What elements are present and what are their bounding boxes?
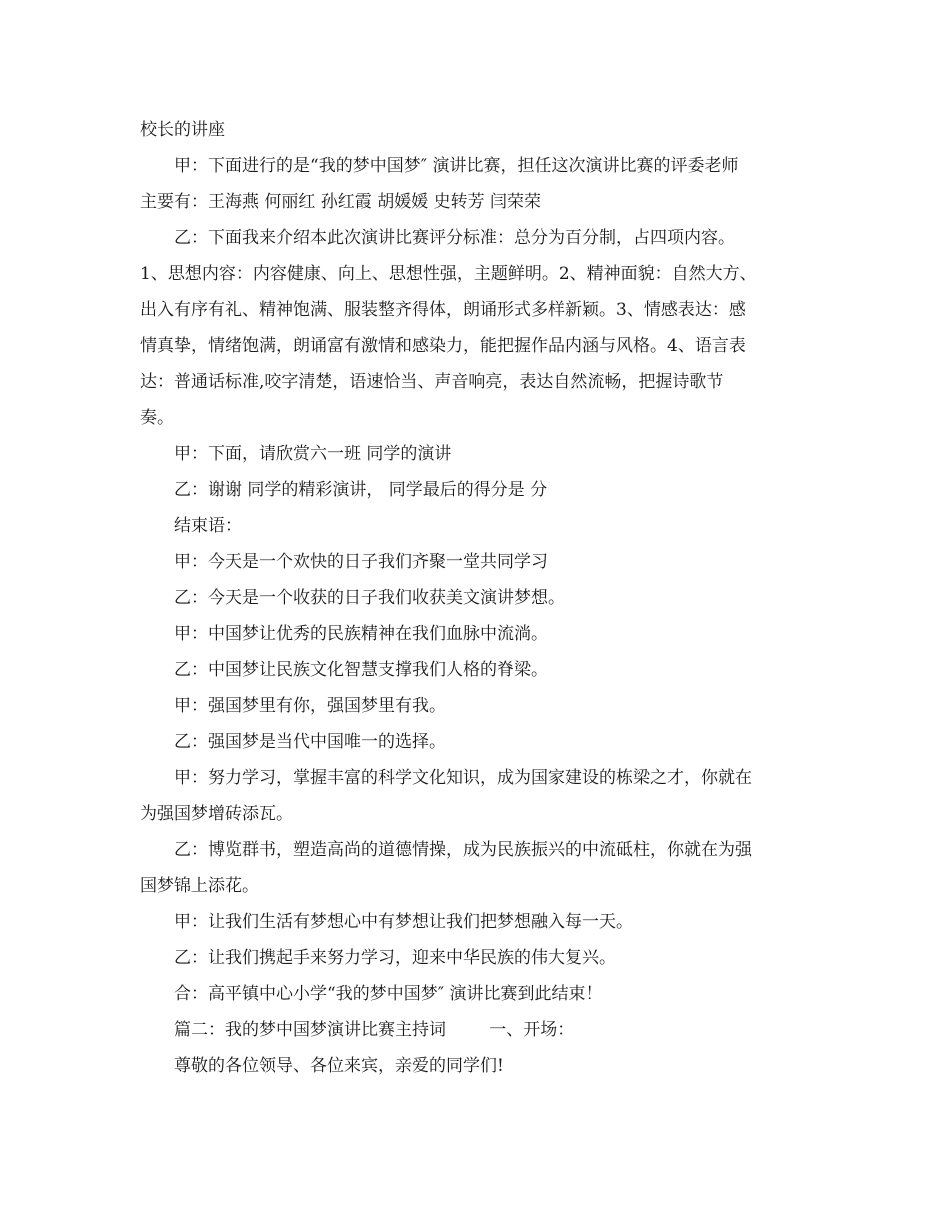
paragraph — [140, 940, 812, 976]
paragraph — [140, 472, 812, 508]
text-line: 甲：中国梦让优秀的民族精神在我们血脉中流淌。 — [174, 624, 548, 644]
paragraph — [140, 580, 812, 616]
paragraph — [140, 436, 812, 472]
text-line: 乙：谢谢 同学的精彩演讲， 同学最后的得分是 分 — [174, 480, 548, 500]
paragraph — [140, 544, 812, 580]
text-line: 1、思想内容：内容健康、向上、思想性强，主题鲜明。2、精神面貌：自然大方、 — [140, 264, 757, 284]
text-line: 合：高平镇中心小学“我的梦中国梦″ 演讲比赛到此结束！ — [174, 984, 603, 1004]
text-line: 甲：强国梦里有你，强国梦里有我。 — [174, 696, 446, 716]
text-line: 篇二：我的梦中国梦演讲比赛主持词 一、开场： — [174, 1020, 575, 1040]
text-line: 甲：今天是一个欢快的日子我们齐聚一堂共同学习 — [174, 552, 548, 572]
paragraph — [140, 508, 812, 544]
text-line: 主要有：王海燕 何丽红 孙红霞 胡媛媛 史转芳 闫荣荣 — [140, 192, 542, 212]
text-line: 结束语： — [174, 516, 242, 536]
text-line: 甲：让我们生活有梦想心中有梦想让我们把梦想融入每一天。 — [174, 912, 633, 932]
text-line: 乙：博览群书，塑造高尚的道德情操，成为民族振兴的中流砥柱，你就在为强 — [174, 840, 752, 860]
text-line: 乙：中国梦让民族文化智慧支撑我们人格的脊梁。 — [174, 660, 548, 680]
text-line: 乙：让我们携起手来努力学习，迎来中华民族的伟大复兴。 — [174, 948, 616, 968]
paragraph — [140, 652, 812, 688]
text-line: 奏。 — [140, 408, 174, 428]
text-line: 国梦锦上添花。 — [140, 876, 259, 896]
paragraph — [140, 904, 812, 940]
paragraph — [140, 112, 812, 148]
text-line: 乙：今天是一个收获的日子我们收获美文演讲梦想。 — [174, 588, 565, 608]
text-line: 乙：下面我来介绍本此次演讲比赛评分标准：总分为百分制，占四项内容。 — [174, 228, 735, 248]
text-line: 甲：下面进行的是“我的梦中国梦″ 演讲比赛，担任这次演讲比赛的评委老师 — [174, 156, 739, 176]
paragraph — [140, 616, 812, 652]
paragraph — [140, 976, 812, 1012]
paragraph — [140, 688, 812, 724]
text-line: 乙：强国梦是当代中国唯一的选择。 — [174, 732, 446, 752]
paragraph — [140, 148, 812, 220]
text-line: 甲：下面，请欣赏六一班 同学的演讲 — [174, 444, 452, 464]
text-line: 甲：努力学习，掌握丰富的科学文化知识，成为国家建设的栋梁之才，你就在 — [174, 768, 752, 788]
paragraph — [140, 832, 812, 904]
text-line: 校长的讲座 — [140, 120, 225, 140]
text-line: 为强国梦增砖添瓦。 — [140, 804, 293, 824]
text-line: 达：普通话标准,咬字清楚，语速恰当、声音响亮，表达自然流畅，把握诗歌节 — [140, 372, 724, 392]
text-line: 尊敬的各位领导、各位来宾，亲爱的同学们! — [174, 1056, 504, 1076]
document-body — [140, 112, 812, 1084]
paragraph — [140, 760, 812, 832]
paragraph — [140, 1048, 812, 1084]
text-line: 情真挚，情绪饱满，朗诵富有激情和感染力，能把握作品内涵与风格。4、语言表 — [140, 336, 746, 356]
paragraph — [140, 724, 812, 760]
paragraph — [140, 1012, 812, 1048]
text-line: 出入有序有礼、精神饱满、服装整齐得体，朗诵形式多样新颖。3、情感表达：感 — [140, 300, 746, 320]
paragraph — [140, 220, 812, 436]
